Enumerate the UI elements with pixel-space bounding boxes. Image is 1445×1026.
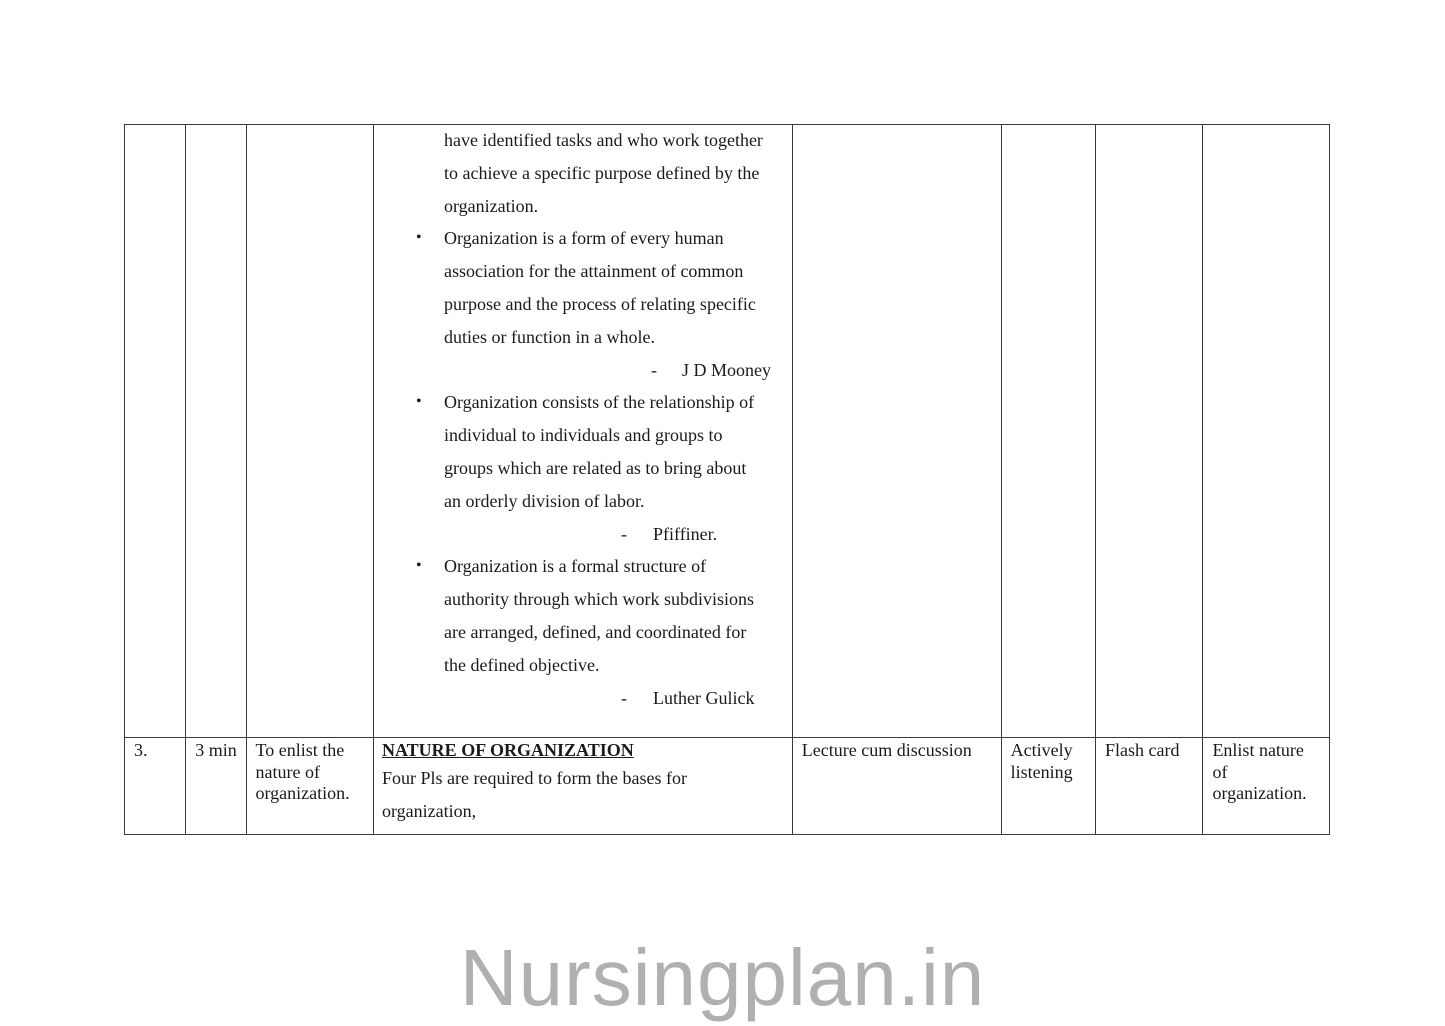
attribution: [374, 518, 782, 551]
content-line: Four Pls are required to form the bases for: [382, 768, 687, 788]
definition-line: individual to individuals and groups to: [444, 425, 723, 446]
lesson-plan-table: [124, 124, 1330, 835]
objective-cell: [246, 125, 374, 738]
teaching-activity-cell: Lecture cum discussion: [792, 738, 1001, 835]
av-aid-cell: [1096, 125, 1203, 738]
learning-activity-cell: [1001, 125, 1095, 738]
time-cell: [186, 125, 246, 738]
list-item: [374, 386, 782, 517]
definition-line: authority through which work subdivisions: [444, 589, 754, 610]
list-item: [374, 222, 782, 353]
definition-line: an orderly division of labor.: [444, 490, 645, 511]
definition-line: purpose and the process of relating specific: [444, 293, 756, 314]
sno-cell: [125, 125, 186, 738]
intro-line: to achieve a specific purpose defined by the: [444, 162, 760, 183]
definition-line: the defined objective.: [444, 654, 600, 675]
evaluation-cell: [1203, 125, 1330, 738]
watermark: Nursingplan.in: [459, 933, 986, 1022]
author-name: Luther Gulick: [653, 687, 755, 708]
table-row: [125, 738, 1330, 835]
dash: -: [651, 359, 658, 380]
sno-cell: 3.: [125, 738, 186, 835]
content-cell: [374, 738, 793, 835]
bullet-icon: •: [416, 557, 422, 575]
bullet-icon: •: [416, 229, 422, 247]
intro-line: have identified tasks and who work together: [444, 130, 763, 150]
author-name: Pfiffiner.: [653, 523, 718, 544]
bullet-icon: •: [416, 393, 422, 411]
list-item: [374, 550, 782, 681]
definitions-list: [374, 550, 782, 681]
definition-line: Organization consists of the relationship of: [444, 392, 755, 413]
author-name: J D Mooney: [682, 359, 772, 380]
content-line: organization,: [382, 800, 477, 821]
definition-line: groups which are related as to bring about: [444, 457, 747, 478]
definition-line: Organization is a form of every human: [444, 228, 724, 249]
av-aid-cell: Flash card: [1096, 738, 1203, 835]
definition-line: duties or function in a whole.: [444, 326, 655, 347]
attribution: [374, 354, 782, 387]
dash: -: [621, 523, 628, 544]
learning-activity-cell: Actively listening: [1001, 738, 1095, 835]
definition-line: association for the attainment of common: [444, 261, 744, 282]
definition-line: are arranged, defined, and coordinated for: [444, 621, 747, 642]
content-cell: [374, 125, 793, 738]
intro-line: organization.: [444, 195, 539, 216]
definitions-list: [374, 386, 782, 517]
definition-line: Organization is a formal structure of: [444, 556, 707, 577]
objective-cell: To enlist the nature of organization.: [246, 738, 374, 835]
dash: -: [621, 687, 628, 708]
teaching-activity-cell: [792, 125, 1001, 738]
section-heading: NATURE OF ORGANIZATION: [382, 740, 634, 760]
time-cell: 3 min: [186, 738, 246, 835]
table-row: [125, 125, 1330, 738]
attribution: [374, 682, 782, 715]
definitions-list: [374, 222, 782, 353]
evaluation-cell: Enlist nature of organization.: [1203, 738, 1330, 835]
